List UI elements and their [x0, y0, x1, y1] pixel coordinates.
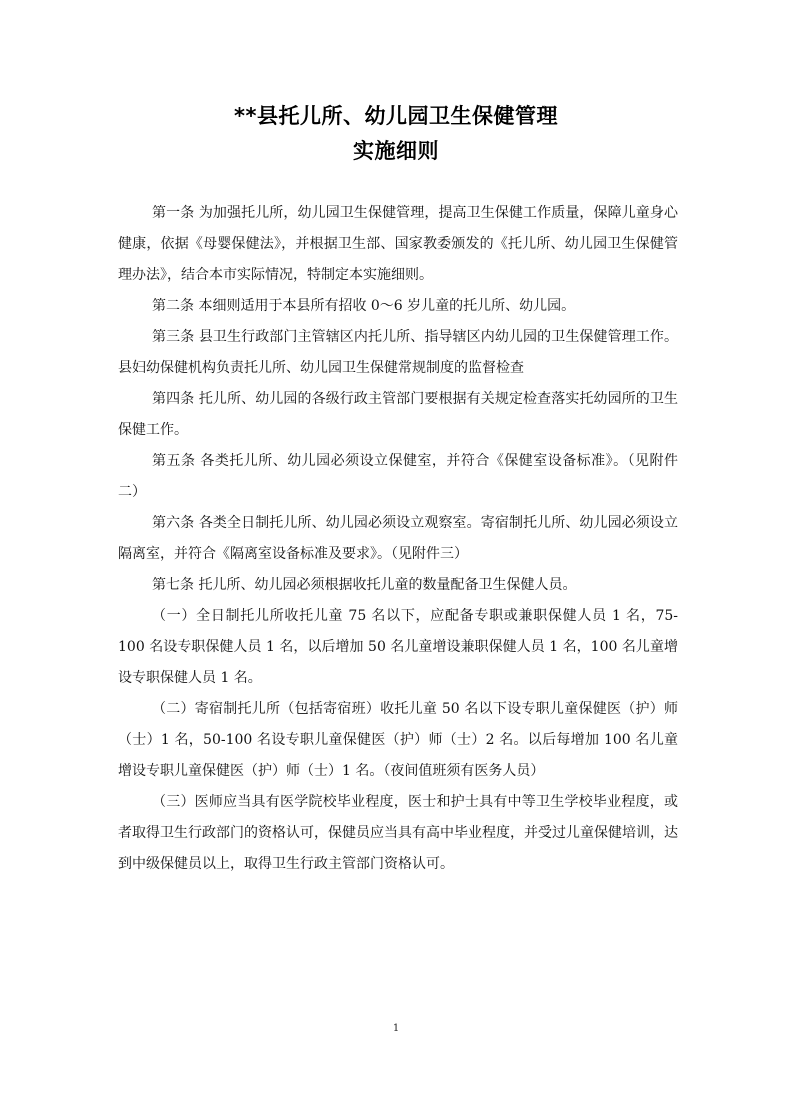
article-2-paragraph: 第二条 本细则适用于本县所有招收 0～6 岁儿童的托儿所、幼儿园。 [152, 298, 576, 314]
document-body [118, 198, 678, 880]
document-title-line-1: **县托儿所、幼儿园卫生保健管理 [234, 104, 558, 128]
article-1-paragraph: 第一条 为加强托儿所，幼儿园卫生保健管理，提高卫生保健工作质量，保障儿童身心健康，依据《母婴保健法》，并根据卫生部、国家教委颁发的《托儿所、幼儿园卫生保健管理办法》，结合本市实际情况，特制定本实施细则。 [118, 205, 678, 283]
article-7-item-1: （一）全日制托儿所收托儿童 75 名以下，应配备专职或兼职保健人员 1 名，75-100 名设专职保健人员 1 名，以后增加 50 名儿童增设兼职保健人员 1 名，100 名儿童增设专职保健人员 1 名。 [118, 608, 678, 686]
article-7-paragraph: 第七条 托儿所、幼儿园必须根据收托儿童的数量配备卫生保健人员。 [152, 577, 577, 593]
article-7-item-3: （三）医师应当具有医学院校毕业程度，医士和护士具有中等卫生学校毕业程度，或者取得卫生行政部门的资格认可，保健员应当具有高中毕业程度，并受过儿童保健培训，达到中级保健员以上，取得卫生行政主管部门资格认可。 [118, 794, 678, 872]
article-7-item-2: （二）寄宿制托儿所（包括寄宿班）收托儿童 50 名以下设专职儿童保健医（护）师（士）1 名，50-100 名设专职儿童保健医（护）师（士）2 名。以后每增加 100 名儿童增设专职儿童保健医（护）师（士）1 名。（夜间值班须有医务人员） [118, 701, 678, 779]
page-number: 1 [392, 1023, 400, 1034]
document-title-line-2: 实施细则 [353, 139, 439, 163]
article-5-paragraph: 第五条 各类托儿所、幼儿园必须设立保健室，并符合《保健室设备标准》。（见附件二） [118, 453, 678, 500]
article-6-paragraph: 第六条 各类全日制托儿所、幼儿园必须设立观察室。寄宿制托儿所、幼儿园必须设立隔离室，并符合《隔离室设备标准及要求》。（见附件三） [118, 515, 678, 562]
article-3-paragraph: 第三条 县卫生行政部门主管辖区内托儿所、指导辖区内幼儿园的卫生保健管理工作。县妇幼保健机构负责托儿所、幼儿园卫生保健常规制度的监督检查 [118, 329, 678, 376]
article-4-paragraph: 第四条 托儿所、幼儿园的各级行政主管部门要根据有关规定检查落实托幼园所的卫生保健工作。 [118, 391, 678, 438]
